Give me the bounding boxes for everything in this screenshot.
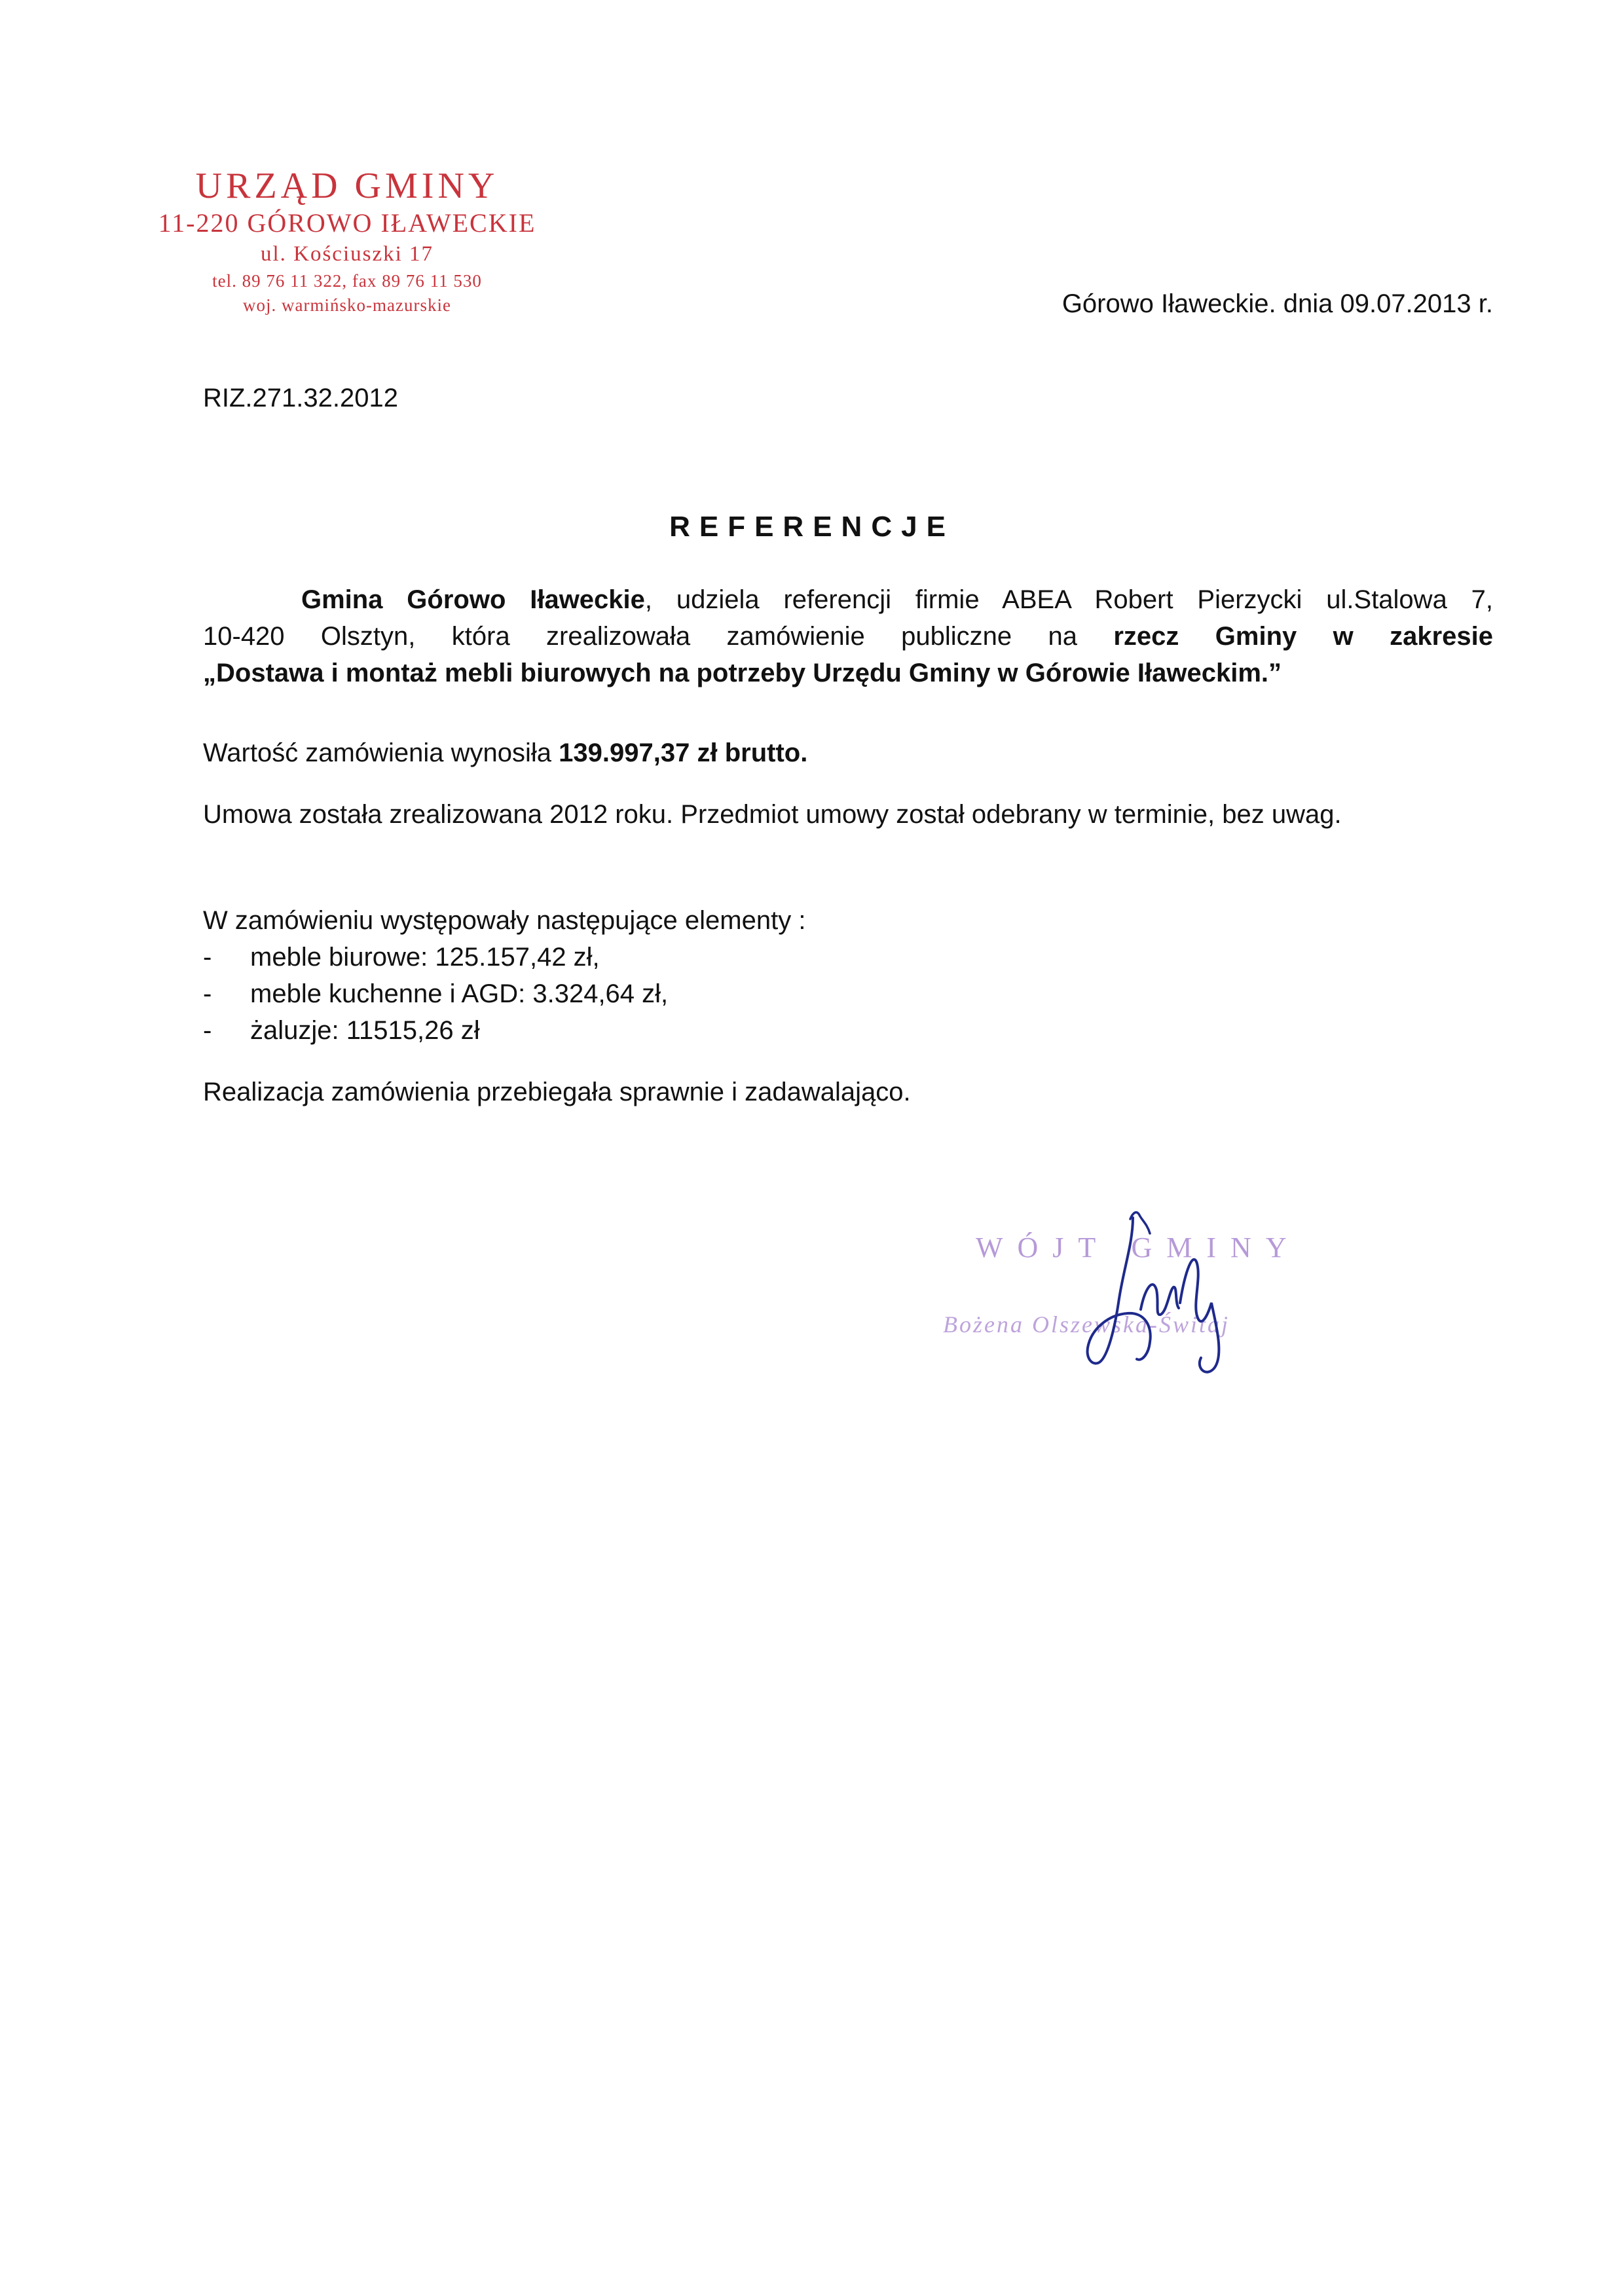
list-item [203,975,1493,1012]
list-item [203,1012,1493,1049]
letterhead-stamp [138,165,557,317]
list-item [203,939,1493,975]
contract-value-label: Wartość zamówienia wynosiła [203,738,559,767]
elements-list [203,939,1493,1049]
list-item-text: żaluzje: 11515,26 zł [250,1016,480,1045]
paragraph-row-2 [203,618,1493,655]
letterhead-phone-fax: tel. 89 76 11 322, fax 89 76 11 530 [212,271,482,291]
stamp-name: Bożena Olszewska-Świtaj [943,1311,1230,1338]
letterhead-postal-city: 11-220 GÓROWO IŁAWECKIE [158,208,536,238]
closing-statement: Realizacja zamówienia przebiegała sprawnie i zadawalająco. [203,1078,911,1106]
document-title: REFERENCJE [669,511,955,543]
paragraph-row-1-text: , udziela referencji firmie ABEA Robert Pierzycki ul.Stalowa 7, [644,585,1494,614]
list-item-text: meble kuchenne i AGD: 3.324,64 zł, [250,979,669,1008]
handwritten-signature-icon [936,1205,1329,1388]
list-dash: - [203,1016,212,1045]
document-date: Górowo Iławeckie. dnia 09.07.2013 r. [1061,289,1493,318]
contract-subject: „Dostawa i montaż mebli biurowych na potrzeby Urzędu Gminy w Górowie Iławeckim.” [203,659,1282,687]
contract-value-amount: 139.997,37 zł brutto. [559,738,808,767]
paragraph-row-2-text: 10-420 Olsztyn, która zrealizowała zamówienie publiczne na [203,622,1114,651]
reference-paragraph [203,581,1493,691]
elements-section [203,902,1493,1049]
list-dash: - [203,979,212,1008]
letterhead-office-name: URZĄD GMINY [195,166,499,206]
letterhead-street: ul. Kościuszki 17 [260,242,434,266]
contract-value [203,735,1493,771]
contract-completion-text: Umowa została zrealizowana 2012 roku. Przedmiot umowy został odebrany w terminie, bez uwag. [203,800,1342,829]
signature-stamp [936,1205,1329,1388]
letterhead-voivodeship: woj. warmińsko-mazurskie [243,295,451,315]
paragraph-row-3 [203,655,1493,691]
list-item-text: meble biurowe: 125.157,42 zł, [250,943,600,972]
municipality-name: Gmina Górowo Iławeckie [301,585,645,614]
paragraph-row-1 [203,581,1493,618]
reference-number: RIZ.271.32.2012 [203,384,398,412]
stamp-title: WÓJT GMINY [976,1231,1301,1264]
paragraph-row-2-bold: rzecz Gminy w zakresie [1113,622,1494,651]
elements-intro: W zamówieniu występowały następujące elementy : [203,906,806,935]
list-dash: - [203,943,212,972]
